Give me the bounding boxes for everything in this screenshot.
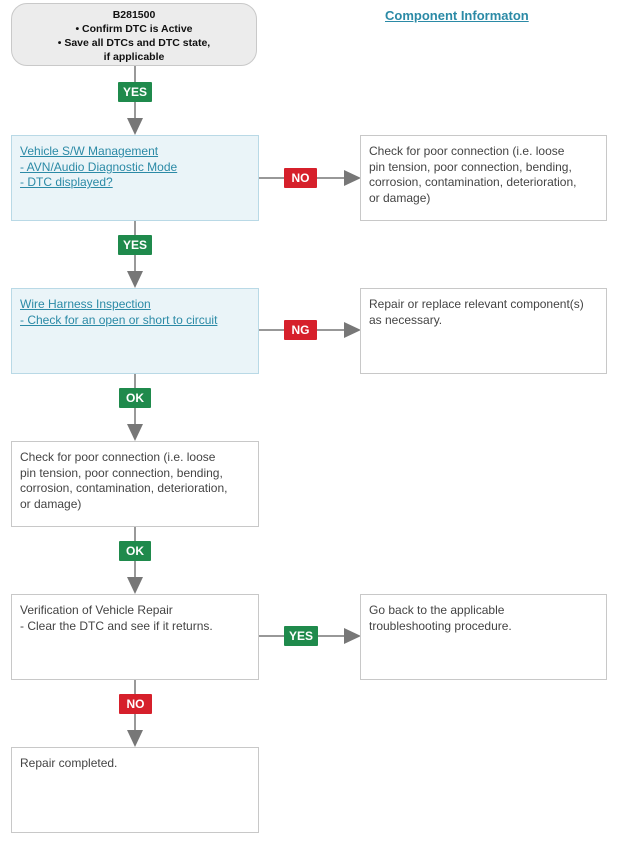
component-information-link[interactable]: Component Informaton xyxy=(385,8,529,23)
start-line: • Confirm DTC is Active xyxy=(75,23,193,35)
step-repair-completed xyxy=(11,747,259,833)
start-node xyxy=(11,3,257,66)
arrow-head xyxy=(127,730,143,747)
step-text: Verification of Vehicle Repair xyxy=(20,603,173,617)
avn-audio-diagnostic-link[interactable]: - AVN/Audio Diagnostic Mode xyxy=(20,159,178,174)
ok-badge: OK xyxy=(119,388,151,408)
side-box-text: Check for poor connection (i.e. loose xyxy=(369,144,565,158)
yes-badge: YES xyxy=(118,235,152,255)
start-line: • Save all DTCs and DTC state, xyxy=(57,37,211,49)
step-text: Check for poor connection (i.e. loose xyxy=(20,450,216,464)
arrow-head xyxy=(127,271,143,288)
step-text: - Clear the DTC and see if it returns. xyxy=(20,618,213,633)
side-box-text: pin tension, poor connection, bending, xyxy=(369,159,572,174)
side-box-poor-connection xyxy=(360,135,607,221)
vehicle-sw-management-link[interactable]: Vehicle S/W Management xyxy=(20,144,159,158)
no-badge: NO xyxy=(284,168,317,188)
step-check-poor-connection xyxy=(11,441,259,527)
arrow-head xyxy=(344,170,361,186)
arrow-head xyxy=(344,322,361,338)
check-open-short-link[interactable]: - Check for an open or short to circuit xyxy=(20,312,218,327)
step-vehicle-sw-management xyxy=(11,135,259,221)
side-box-go-back xyxy=(360,594,607,680)
side-box-text: or damage) xyxy=(369,190,431,205)
ok-badge: OK xyxy=(119,541,151,561)
side-box-text: as necessary. xyxy=(369,312,443,327)
wire-harness-inspection-link[interactable]: Wire Harness Inspection xyxy=(20,297,151,311)
dtc-displayed-link[interactable]: - DTC displayed? xyxy=(20,175,113,189)
arrow-head xyxy=(127,424,143,441)
side-box-text: troubleshooting procedure. xyxy=(369,618,512,633)
step-wire-harness-inspection xyxy=(11,288,259,374)
start-line: if applicable xyxy=(103,51,165,63)
ng-badge: NG xyxy=(284,320,317,340)
side-box-text: corrosion, contamination, deterioration, xyxy=(369,175,577,189)
step-text: or damage) xyxy=(20,496,82,511)
side-box-repair-replace xyxy=(360,288,607,374)
side-box-text: Go back to the applicable xyxy=(369,603,505,617)
step-text: corrosion, contamination, deterioration, xyxy=(20,481,228,495)
arrow-head xyxy=(127,118,143,135)
no-badge: NO xyxy=(119,694,152,714)
side-box-text: Repair or replace relevant component(s) xyxy=(369,297,584,311)
arrow-head xyxy=(344,628,361,644)
yes-badge: YES xyxy=(118,82,152,102)
yes-badge: YES xyxy=(284,626,318,646)
step-text: Repair completed. xyxy=(20,756,118,770)
arrow-head xyxy=(127,577,143,594)
start-dtc-code: B281500 xyxy=(112,9,156,21)
step-verification-vehicle-repair xyxy=(11,594,259,680)
step-text: pin tension, poor connection, bending, xyxy=(20,465,223,480)
